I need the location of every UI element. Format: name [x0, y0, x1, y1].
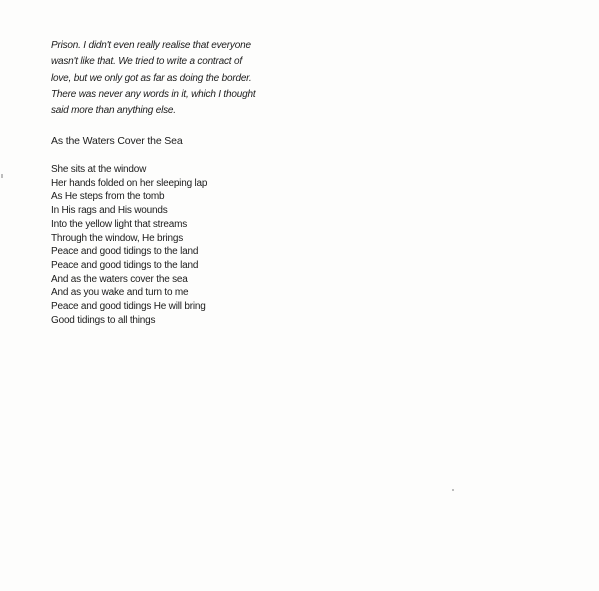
poem-line: In His rags and His wounds [51, 205, 168, 217]
poem-line: Peace and good tidings to the land [51, 246, 199, 258]
poem-body [51, 163, 207, 327]
poem-line: As He steps from the tomb [51, 191, 165, 203]
poem-line: Her hands folded on her sleeping lap [51, 177, 208, 189]
poem-line: And as you wake and turn to me [51, 287, 189, 299]
intro-paragraph [51, 38, 281, 119]
paper-speck [1, 174, 3, 178]
poem-line: Good tidings to all things [51, 314, 156, 326]
intro-line: wasn't like that. We tried to write a contract of [51, 56, 242, 68]
poem-line: Into the yellow light that streams [51, 218, 188, 230]
poem-line: Peace and good tidings to the land [51, 259, 199, 271]
poem-line: She sits at the window [51, 164, 147, 175]
intro-line: Prison. I didn't even really realise that everyone [51, 40, 251, 51]
intro-line: said more than anything else. [51, 105, 176, 117]
paper-speck [452, 489, 454, 491]
intro-line: love, but we only got as far as doing the border. [51, 72, 252, 84]
intro-line: There was never any words in it, which I thought [51, 88, 256, 100]
poem-line: Through the window, He brings [51, 232, 184, 244]
poem-line: Peace and good tidings He will bring [51, 301, 206, 313]
poem-title: As the Waters Cover the Sea [51, 135, 183, 147]
poem-line: And as the waters cover the sea [51, 273, 188, 285]
